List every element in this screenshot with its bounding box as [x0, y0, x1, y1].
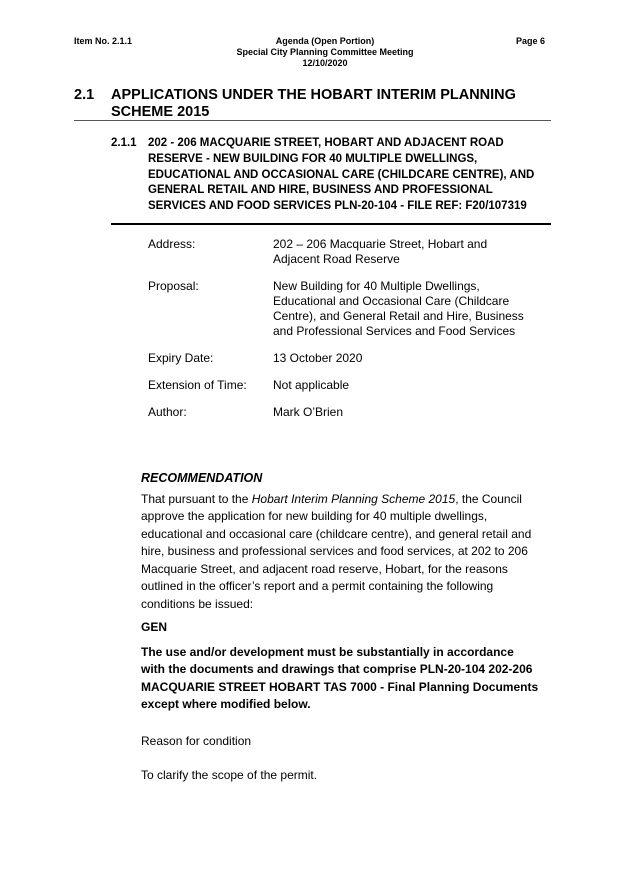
application-details [148, 237, 548, 420]
field-proposal [148, 279, 548, 339]
field-value: New Building for 40 Multiple Dwellings, Educational and Occasional Care (Childcare Centre), and General Retail and Hire, Business and Professional Services and Food Services [273, 279, 524, 338]
section-divider [74, 120, 551, 121]
subsection-divider [111, 223, 551, 225]
recommendation-section [141, 470, 541, 785]
section-title: APPLICATIONS UNDER THE HOBART INTERIM PLANNING SCHEME 2015 [111, 87, 516, 120]
field-value: Mark O’Brien [273, 405, 344, 419]
field-address [148, 237, 548, 267]
scheme-name: Hobart Interim Planning Scheme 2015 [251, 491, 456, 506]
recommendation-heading: RECOMMENDATION [141, 471, 263, 485]
section-number: 2.1 [74, 87, 95, 103]
recommendation-text-end: , the Council approve the application for new building for 40 multiple dwellings, educational and occasional care (childcare centre), and general retail and hire, business and professional services and food services, at 202 to 206 Macquarie Street, and adjacent road reserve, Hobart, for the reasons outlined in the officer’s report and a permit containing the following conditions be issued: [141, 491, 532, 611]
condition-text: The use and/or development must be substantially in accordance with the documents and drawings that comprise PLN-20-104 202-206 MACQUARIE STREET HOBART TAS 7000 - Final Planning Documents except where modified below. [141, 644, 539, 711]
recommendation-paragraph [141, 491, 541, 614]
field-value: Not applicable [273, 378, 350, 392]
reason-text: To clarify the scope of the permit. [141, 768, 318, 782]
field-label: Proposal: [148, 279, 199, 293]
meeting-date: 12/10/2020 [302, 58, 348, 68]
condition-code: GEN [141, 620, 168, 634]
field-label: Extension of Time: [148, 378, 247, 392]
subsection-title: 202 - 206 MACQUARIE STREET, HOBART AND ADJACENT ROAD RESERVE - NEW BUILDING FOR 40 MULTIPLE DWELLINGS, EDUCATIONAL AND OCCASIONAL CARE (CHILDCARE CENTRE), AND GENERAL RETAIL AND HIRE, BUSINESS AND PROFESSIONAL SERVICES AND FOOD SERVICES PLN-20-104 - FILE REF: F20/107319 [148, 137, 535, 213]
field-label: Expiry Date: [148, 351, 214, 365]
reason-heading: Reason for condition [141, 733, 252, 748]
field-expiry-date [148, 351, 548, 366]
field-extension-of-time [148, 378, 548, 393]
subsection-number: 2.1.1 [111, 137, 137, 149]
item-number: Item No. 2.1.1 [74, 36, 133, 46]
page-number: Page 6 [516, 36, 546, 46]
field-value: 13 October 2020 [273, 351, 363, 365]
agenda-header [190, 36, 460, 69]
field-value: 202 – 206 Macquarie Street, Hobart and Adjacent Road Reserve [273, 237, 488, 266]
meeting-name: Special City Planning Committee Meeting [236, 47, 414, 57]
agenda-title: Agenda (Open Portion) [275, 36, 375, 46]
field-label: Author: [148, 405, 187, 419]
field-label: Address: [148, 237, 196, 251]
recommendation-text-start: That pursuant to the [141, 491, 252, 506]
field-author [148, 405, 548, 420]
